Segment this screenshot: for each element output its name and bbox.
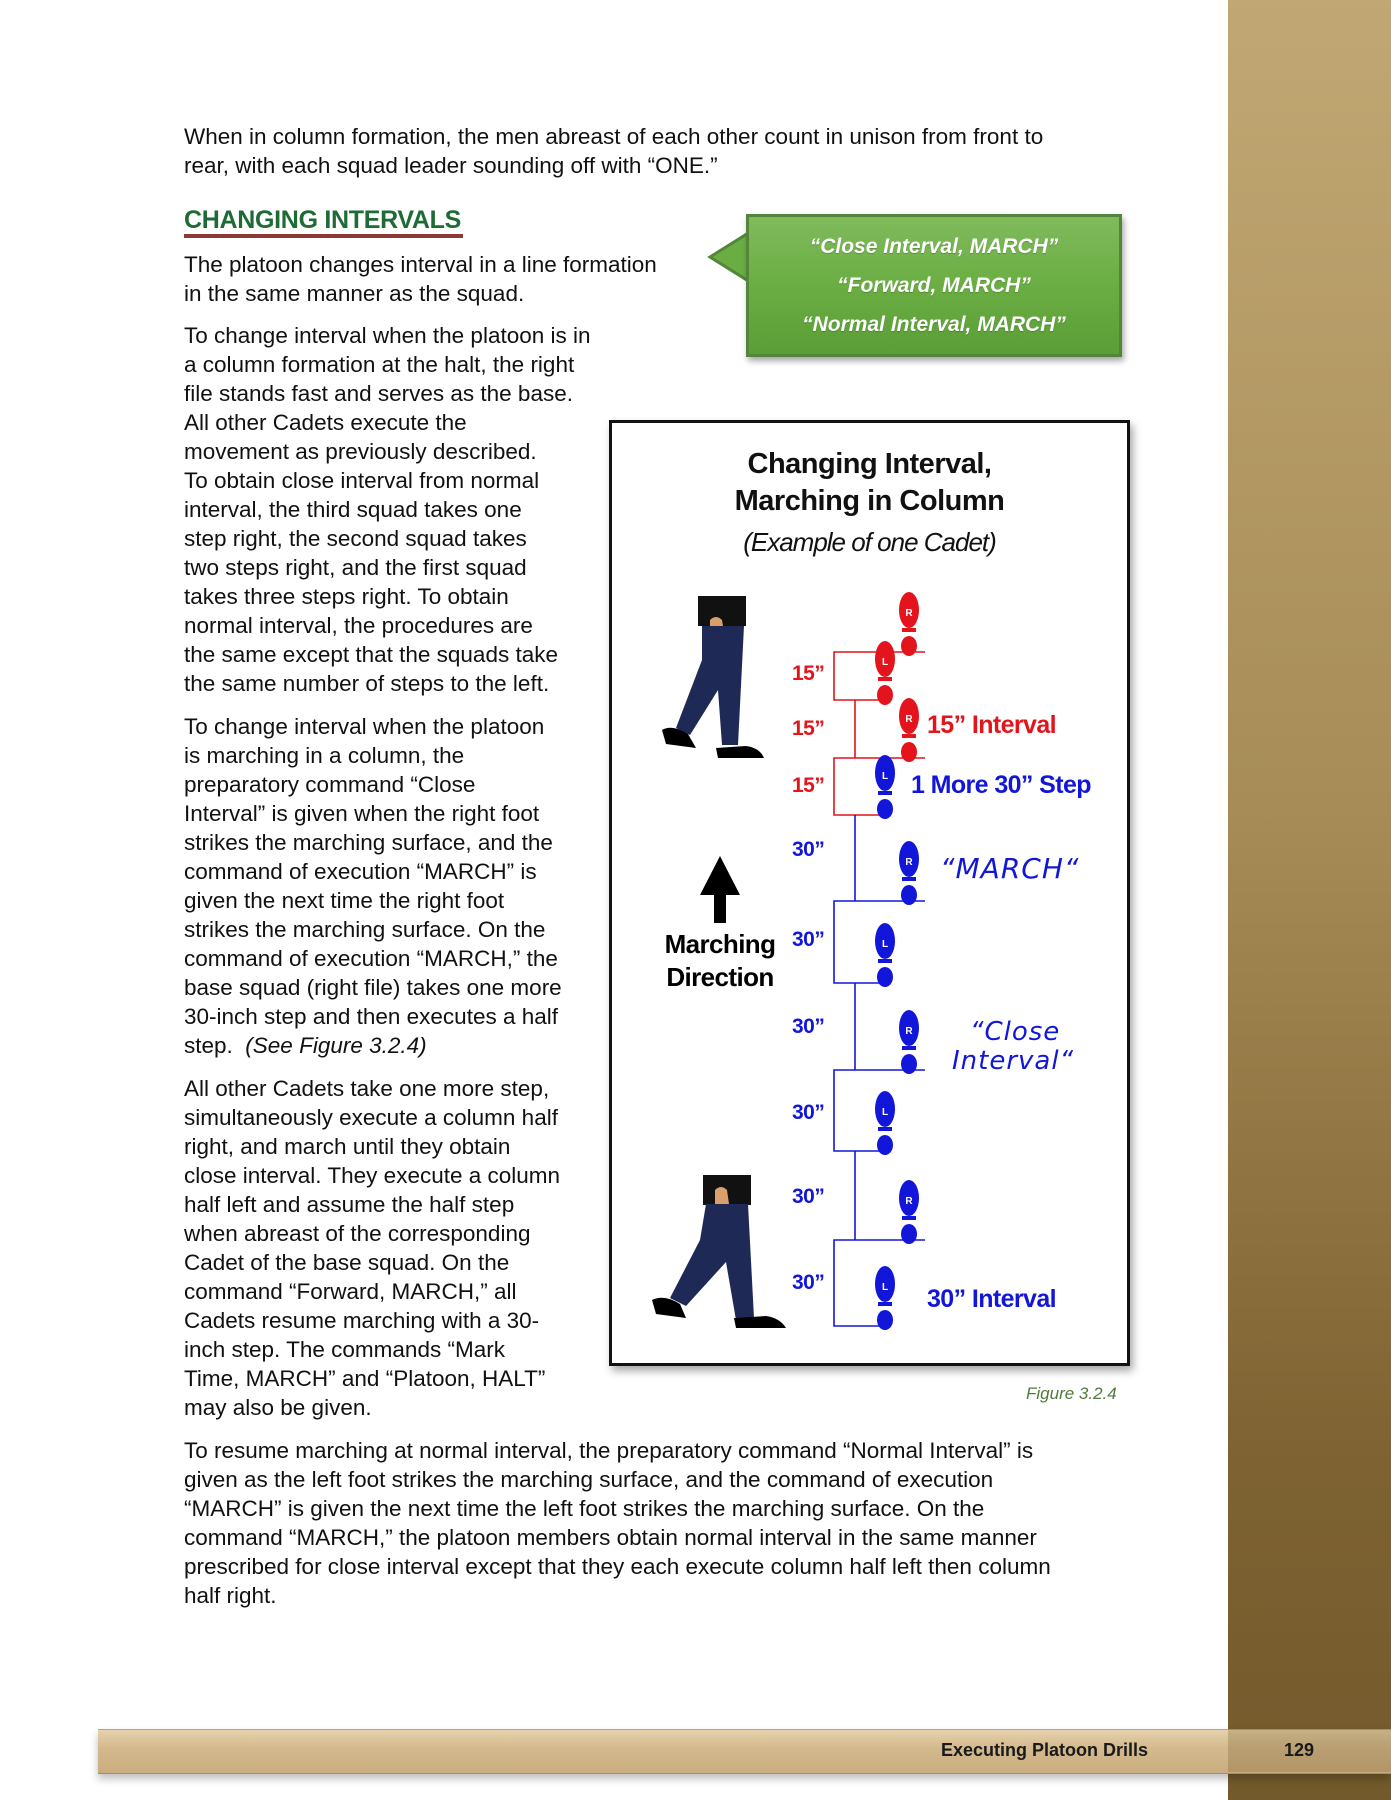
text-line: strikes the marching surface, and the <box>184 830 553 855</box>
text-line: interval, the third squad takes one <box>184 497 522 522</box>
svg-text:L: L <box>881 771 889 782</box>
text-line: when abreast of the corresponding <box>184 1221 531 1246</box>
text-line: base squad (right file) takes one more <box>184 975 562 1000</box>
svg-text:R: R <box>905 857 913 868</box>
svg-text:L: L <box>881 1282 889 1293</box>
page-number: 129 <box>1284 1740 1315 1760</box>
annotation-30-interval: 30” Interval <box>927 1285 1056 1313</box>
text-line: movement as previously described. <box>184 439 537 464</box>
dimension-label: 30” <box>792 1271 825 1294</box>
annotation-close-interval-1: “Close <box>970 1017 1061 1047</box>
intro-line: rear, with each squad leader sounding off with “ONE.” <box>184 153 718 178</box>
figure-reference-link: (See Figure 3.2.4) <box>245 1033 427 1058</box>
text-line: in the same manner as the squad. <box>184 281 525 306</box>
annotation-close-interval-2: Interval“ <box>952 1046 1075 1076</box>
text-line: right, and march until they obtain <box>184 1134 511 1159</box>
text-line: half left and assume the half step <box>184 1192 515 1217</box>
command-forward: “Forward, MARCH” <box>837 274 1031 297</box>
text-line: prescribed for close interval except that they each execute column half left then column <box>184 1554 1051 1579</box>
text-line: command “MARCH,” the platoon members obtain normal interval in the same manner <box>184 1525 1037 1550</box>
text-line: strikes the marching surface. On the <box>184 917 546 942</box>
svg-text:R: R <box>905 714 913 725</box>
text-line: two steps right, and the first squad <box>184 555 527 580</box>
dimension-label: 15” <box>792 717 825 740</box>
svg-text:L: L <box>881 657 889 668</box>
text-line: All other Cadets take one more step, <box>184 1076 550 1101</box>
text-line: normal interval, the procedures are <box>184 613 533 638</box>
text-line: the same except that the squads take <box>184 642 558 667</box>
figure-title-line1: Changing Interval, <box>747 448 992 480</box>
text-line: half right. <box>184 1583 277 1608</box>
svg-text:R: R <box>905 1026 913 1037</box>
text-line: Interval” is given when the right foot <box>184 801 540 826</box>
text-line: To obtain close interval from normal <box>184 468 540 493</box>
svg-text:R: R <box>905 608 913 619</box>
text-line: Cadets resume marching with a 30- <box>184 1308 540 1333</box>
marching-direction-arrow-icon <box>700 856 740 923</box>
command-close-interval: “Close Interval, MARCH” <box>809 235 1059 258</box>
text-line: “MARCH” is given the next time the left foot strikes the marching surface. On the <box>184 1496 985 1521</box>
svg-text:R: R <box>905 1196 913 1207</box>
footer-chapter-title: Executing Platoon Drills <box>941 1740 1149 1760</box>
text-line: takes three steps right. To obtain <box>184 584 509 609</box>
text-line: To resume marching at normal interval, the preparatory command “Normal Interval” is <box>184 1438 1034 1463</box>
text-line: To change interval when the platoon is in <box>184 323 591 348</box>
text-line: the same number of steps to the left. <box>184 671 550 696</box>
text-line: close interval. They execute a column <box>184 1163 561 1188</box>
command-normal-interval: “Normal Interval, MARCH” <box>802 313 1066 336</box>
text-line: Time, MARCH” and “Platoon, HALT” <box>184 1366 546 1391</box>
figure-caption: Figure 3.2.4 <box>1026 1384 1117 1403</box>
figure-title-line2: Marching in Column <box>734 485 1005 517</box>
text-line: may also be given. <box>184 1395 372 1420</box>
text-line: command of execution “MARCH,” the <box>184 946 558 971</box>
dimension-label: 15” <box>792 774 825 797</box>
text-line: To change interval when the platoon <box>184 714 545 739</box>
dimension-label: 15” <box>792 662 825 685</box>
text-line: given as the left foot strikes the marching surface, and the command of execution <box>184 1467 994 1492</box>
intro-line: When in column formation, the men abreast of each other count in unison from front to <box>184 124 1044 149</box>
direction-label-line: Marching <box>664 929 776 959</box>
text-line: given the next time the right foot <box>184 888 505 913</box>
text-line: inch step. The commands “Mark <box>184 1337 505 1362</box>
figure-subtitle: (Example of one Cadet) <box>743 527 996 557</box>
text-line: command “Forward, MARCH,” all <box>184 1279 517 1304</box>
text-line: The platoon changes interval in a line formation <box>184 252 657 277</box>
text-line: All other Cadets execute the <box>184 410 467 435</box>
direction-label-line: Direction <box>666 962 774 992</box>
text-line: is marching in a column, the <box>184 743 465 768</box>
marching-direction-label <box>650 928 790 994</box>
footer-bar <box>98 1729 1391 1774</box>
dimension-label: 30” <box>792 928 825 951</box>
text-line: command of execution “MARCH” is <box>184 859 537 884</box>
text-line: 30-inch step and then executes a half <box>184 1004 559 1029</box>
text-line: a column formation at the halt, the right <box>184 352 575 377</box>
svg-text:L: L <box>881 939 889 950</box>
dimension-label: 30” <box>792 1015 825 1038</box>
dimension-label: 30” <box>792 1185 825 1208</box>
dimension-label: 30” <box>792 838 825 861</box>
text-span: step. <box>184 1033 246 1058</box>
annotation-one-more-step: 1 More 30” Step <box>911 771 1091 799</box>
text-line: file stands fast and serves as the base. <box>184 381 573 406</box>
annotation-15-interval: 15” Interval <box>927 711 1056 739</box>
walking-cadet-legs-top-icon <box>662 596 764 758</box>
dimension-label: 30” <box>792 1101 825 1124</box>
text-line: step right, the second squad takes <box>184 526 527 551</box>
svg-text:L: L <box>881 1107 889 1118</box>
walking-cadet-legs-bottom-icon <box>652 1175 786 1328</box>
footprint-right-red-1 <box>899 592 919 656</box>
text-line: preparatory command “Close <box>184 772 476 797</box>
section-heading: CHANGING INTERVALS <box>184 206 462 234</box>
text-line: simultaneously execute a column half <box>184 1105 558 1130</box>
annotation-march-command: “MARCH“ <box>940 852 1080 885</box>
text-line: Cadet of the base squad. On the <box>184 1250 510 1275</box>
